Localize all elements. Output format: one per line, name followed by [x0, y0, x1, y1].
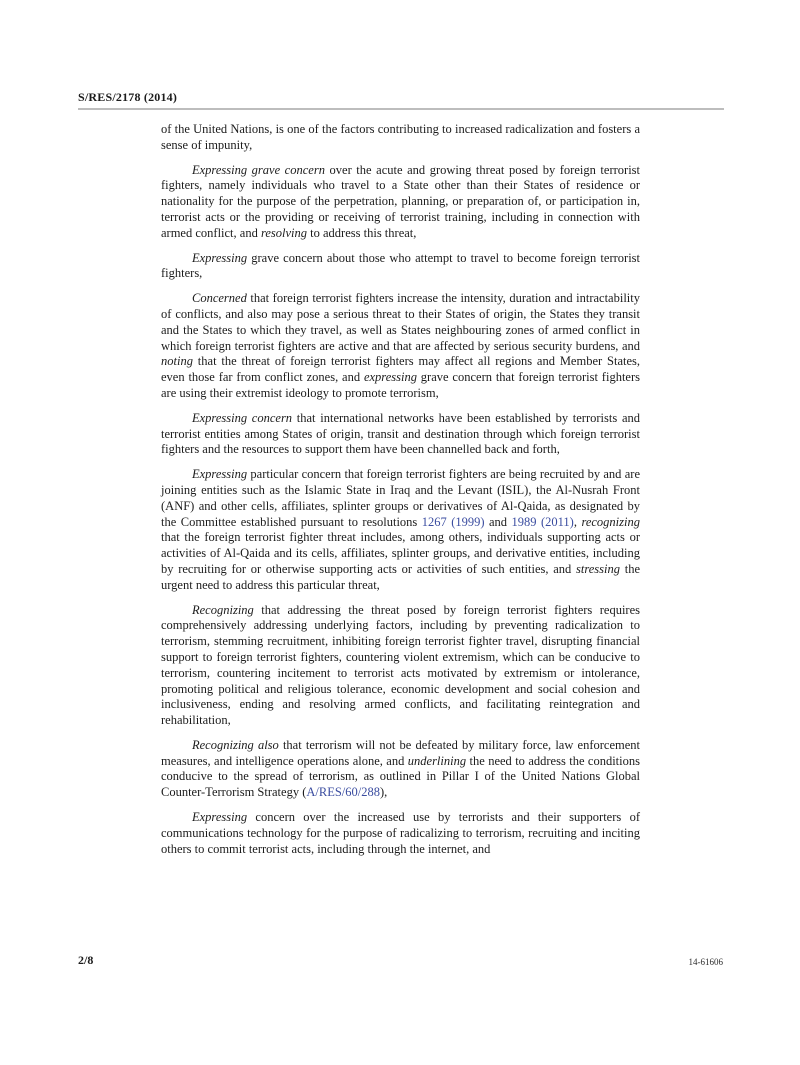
paragraph-text: that the foreign terrorist fighter threat includes, among others, individuals supporting acts or activities of Al-Qaida and its cells, affiliates, splinter groups, and derivative entities, including by recruiting for or otherwise supporting acts or activities of such entities, and	[161, 530, 640, 576]
paragraph-text: grave concern about those who attempt to travel to become foreign terrorist fighters,	[161, 250, 640, 281]
paragraph-text: that international networks have been established by terrorists and terrorist entities among States of origin, transit and destination through which foreign terrorist fighters and the resources to support them have been channelled back and forth,	[161, 410, 640, 457]
italic-phrase: Expressing	[192, 467, 248, 482]
paragraph	[161, 467, 640, 593]
paragraph-text: the need to address the conditions conducive to the spread of terrorism, as outlined in Pillar I of the United Nations Global Counter-Terrorism Strategy (	[161, 753, 640, 800]
resolution-link[interactable]: 1267 (1999)	[421, 514, 485, 529]
paragraph-text: that foreign terrorist fighters increase the intensity, duration and intractability of conflicts, and also may pose a serious threat to their States of origin, the States they transit and the States to which they travel, as well as States neighbouring zones of armed conflict in which foreign terrorist fighters are active and that are affected by serious security burdens, and	[161, 291, 640, 353]
paragraph-text: and	[484, 514, 512, 529]
italic-phrase: Recognizing	[192, 602, 254, 617]
italic-phrase: Expressing grave concern	[192, 162, 325, 177]
doc-symbol: S/RES/2178 (2014)	[78, 90, 178, 104]
italic-phrase: Concerned	[192, 291, 247, 306]
italic-phrase: stressing	[576, 561, 621, 576]
paragraph-text: ,	[573, 514, 582, 529]
paragraph	[161, 411, 640, 458]
paragraph	[161, 603, 640, 729]
italic-phrase: Expressing	[192, 810, 248, 825]
italic-phrase: resolving	[260, 225, 308, 240]
paragraph-text: of the United Nations, is one of the factors contributing to increased radicalization and fosters a sense of impunity,	[161, 122, 640, 152]
paragraph-text: that terrorism will not be defeated by military force, law enforcement measures, and intelligence operations alone, and	[161, 737, 640, 768]
italic-phrase: noting	[161, 354, 193, 369]
paragraph	[161, 163, 640, 242]
paragraph-text: particular concern that foreign terrorist fighters are being recruited by and are joining entities such as the Islamic State in Iraq and the Levant (ISIL), the Al-Nusrah Front (ANF) and other cells, affiliates, splinter groups or derivatives of Al-Qaida, as designated by the Committee established pursuant to resolutions	[161, 467, 640, 529]
footer-page-number: 2/8	[78, 953, 94, 967]
italic-phrase: Expressing concern	[192, 410, 293, 425]
footer-doc-number: 14-61606	[688, 957, 723, 967]
paragraph	[161, 251, 640, 283]
italic-phrase: underlining	[407, 753, 467, 768]
paragraph-text: that addressing the threat posed by foreign terrorist fighters requires comprehensively addressing underlying factors, including by preventing radicalization to terrorism, stemming recruitment, inhibiting foreign terrorist fighter travel, disrupting financial support to foreign terrorist fighters, countering violent extremism, which can be conducive to terrorism, countering incitement to terrorist acts motivated by extremism or intolerance, promoting political and religious tolerance, economic development and social cohesion and inclusiveness, ending and resolving armed conflicts, and facilitating reintegration and rehabilitation,	[161, 602, 640, 728]
header-divider	[78, 108, 724, 110]
paragraph-text: to address this threat,	[307, 225, 417, 240]
paragraph	[161, 810, 640, 857]
italic-phrase: expressing	[363, 370, 417, 385]
paragraph-text: the urgent need to address this particular threat,	[161, 561, 641, 592]
resolution-link[interactable]: A/RES/60/288	[306, 785, 380, 800]
paragraph	[161, 738, 640, 801]
italic-phrase: recognizing	[581, 514, 640, 529]
paragraph-text: grave concern that foreign terrorist fighters are using their extremist ideology to promote terrorism,	[161, 370, 640, 400]
document-body	[161, 122, 640, 857]
paragraph	[161, 122, 640, 154]
paragraph-text: that the threat of foreign terrorist fighters may affect all regions and Member States, even those far from conflict zones, and	[161, 354, 640, 385]
paragraph-text: over the acute and growing threat posed by foreign terrorist fighters, namely individuals who travel to a State other than their States of residence or nationality for the purpose of the perpetration, planning, or preparation of, or participation in, terrorist acts or the providing or receiving of terrorist training, including in connection with armed conflict, and	[161, 162, 640, 240]
paragraph-text: ),	[380, 785, 388, 800]
paragraph-text: concern over the increased use by terrorists and their supporters of communications technology for the purpose of radicalizing to terrorism, recruiting and inciting others to commit terrorist acts, including through the internet, and	[161, 810, 640, 856]
paragraph	[161, 291, 640, 402]
resolution-link[interactable]: 1989 (2011)	[511, 514, 574, 529]
italic-phrase: Recognizing also	[192, 737, 279, 752]
italic-phrase: Expressing	[192, 250, 248, 265]
